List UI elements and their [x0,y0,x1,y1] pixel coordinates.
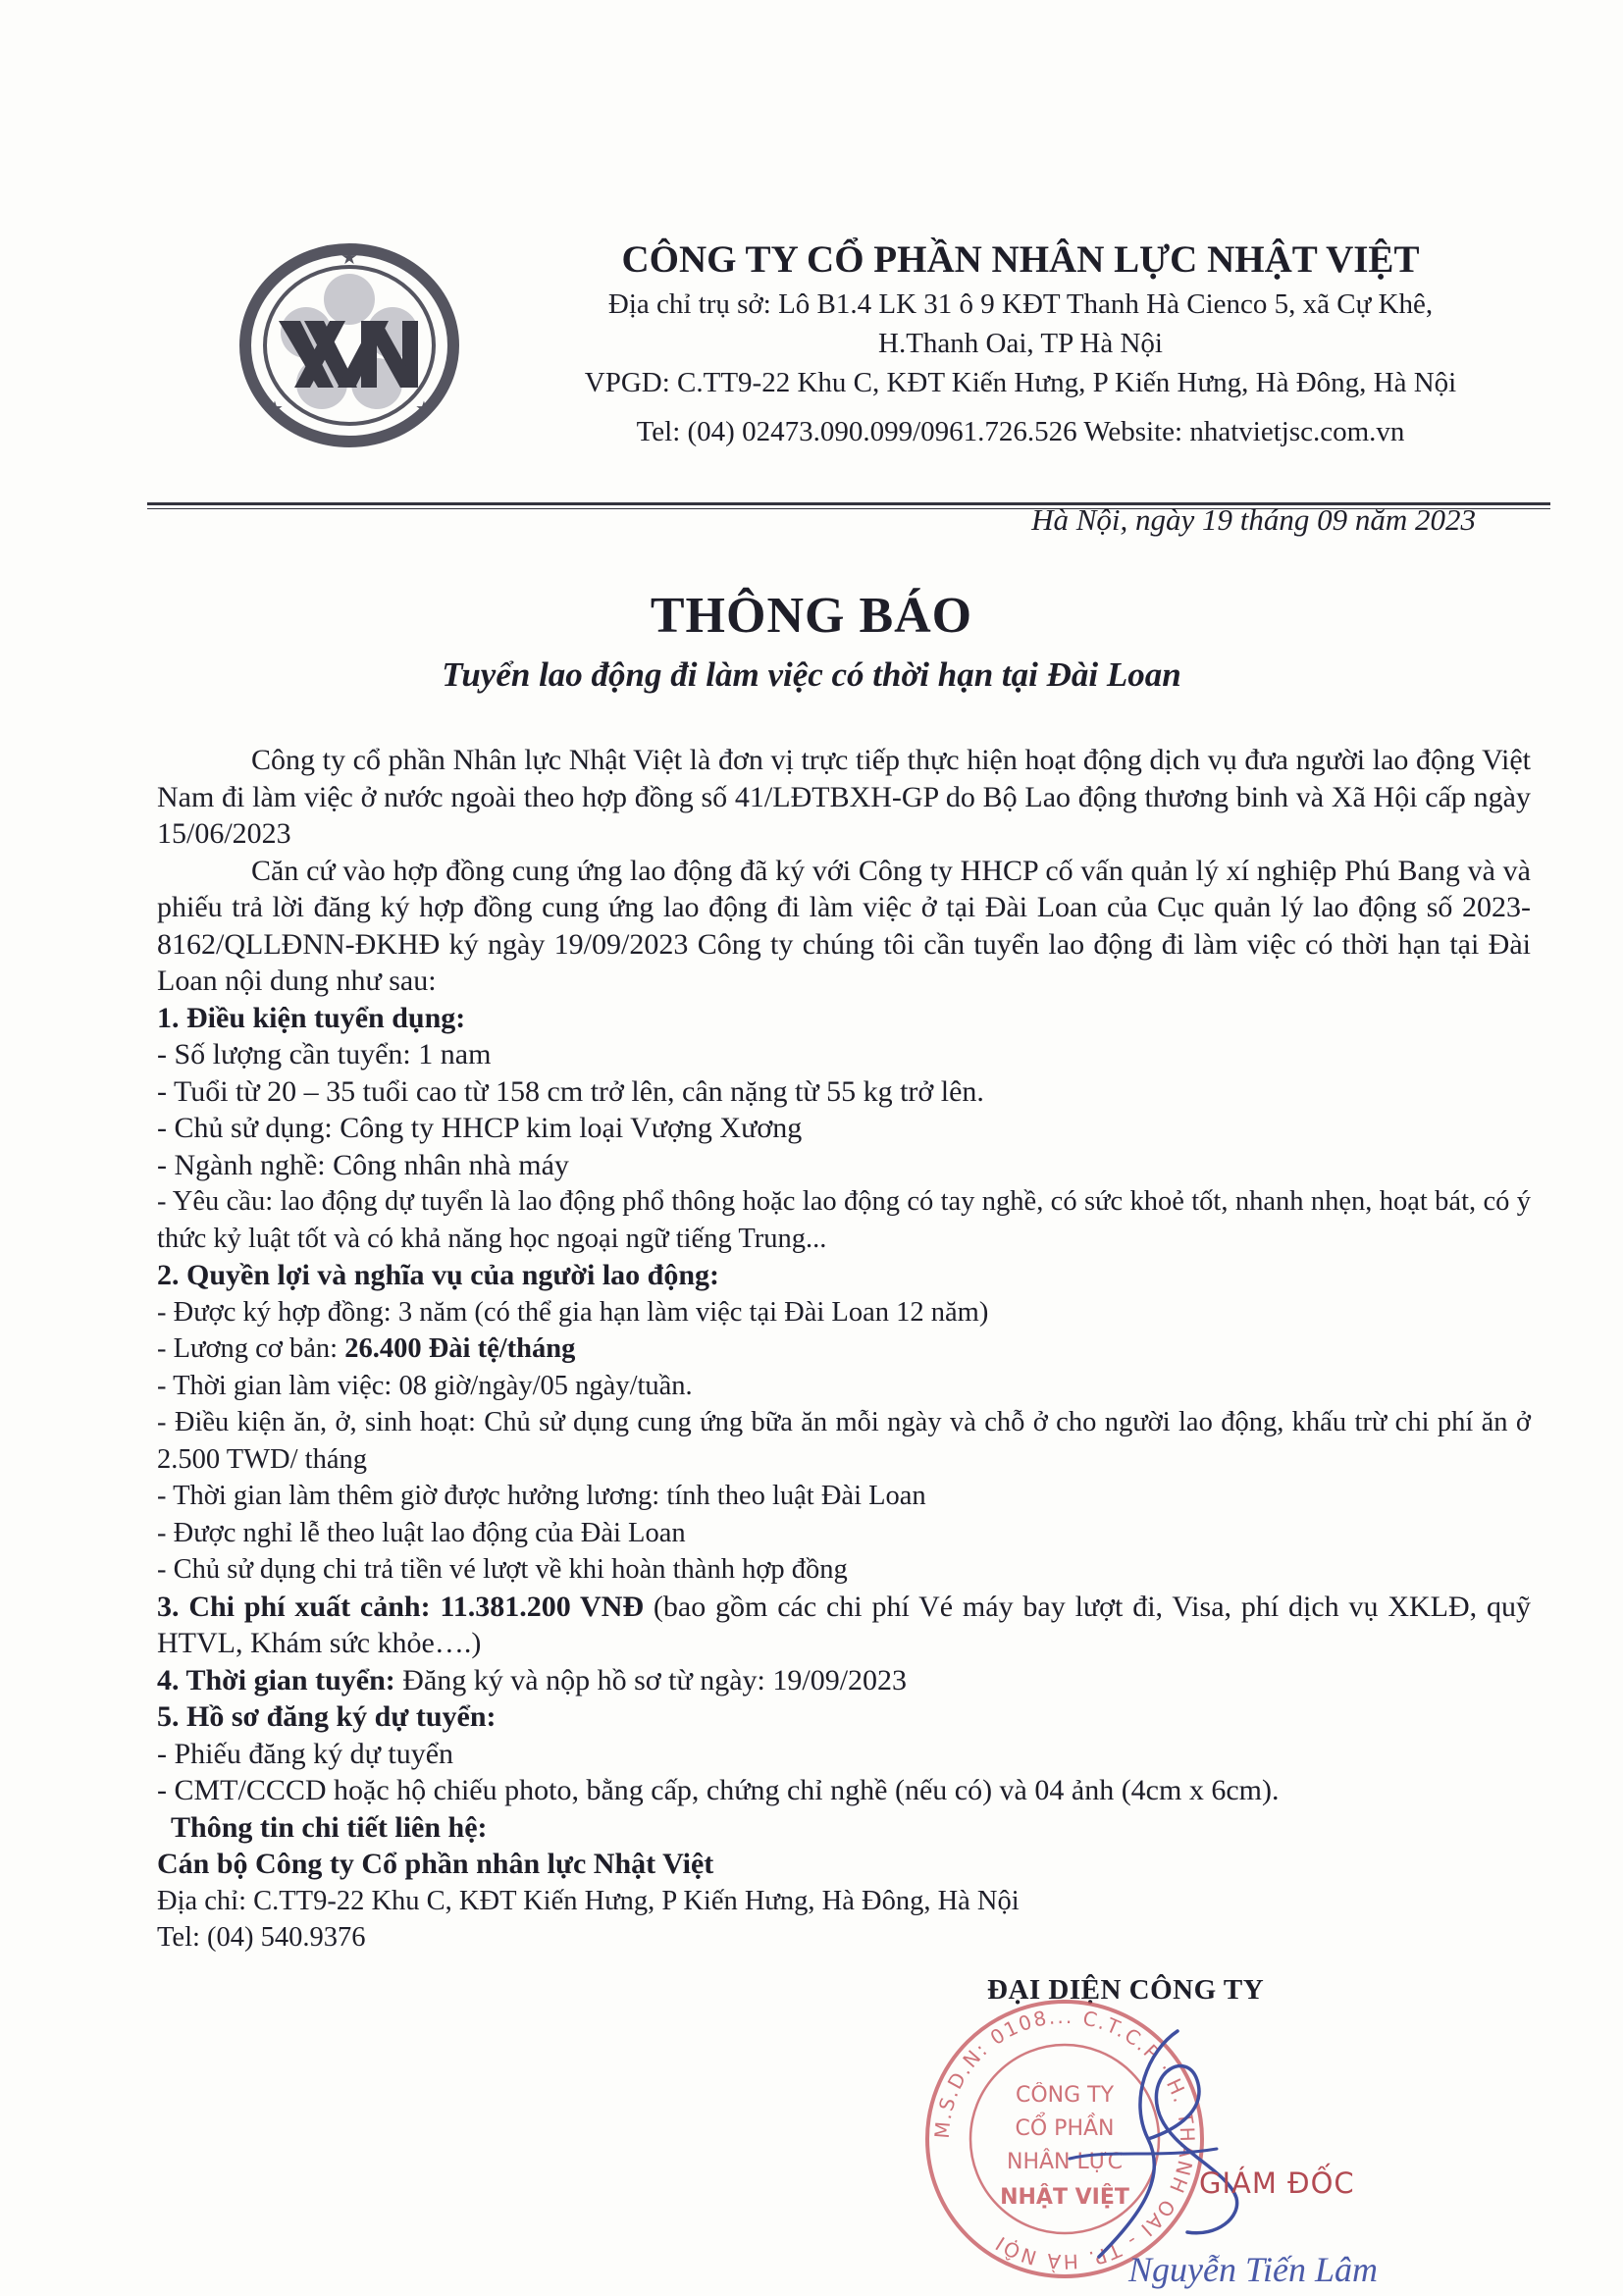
section-3-detail: (bao gồm các chi phí Vé máy bay lượt đi, Visa, phí dịch vụ XKLĐ, quỹ HTVL, Khám sức khỏe….) [157,1590,1531,1659]
document-subtitle: Tuyển lao động đi làm việc có thời hạn tại Đài Loan [442,655,1181,694]
list-item: - Thời gian làm thêm giờ được hưởng lương: tính theo luật Đài Loan [157,1481,926,1511]
company-name: CÔNG TY CỔ PHẦN NHÂN LỰC NHẬT VIỆT [621,238,1420,281]
list-item: - Chủ sử dụng: Công ty HHCP kim loại Vượng Xương [157,1112,803,1144]
list-item: - Phiếu đăng ký dự tuyển [157,1737,454,1770]
office-address: VPGD: C.TT9-22 Khu C, KĐT Kiến Hưng, P Kiến Hưng, Hà Đông, Hà Nội [584,367,1457,398]
svg-text:★: ★ [266,396,284,420]
signer-name: Nguyễn Tiến Lâm [1128,2250,1379,2289]
intro-paragraph-1: Công ty cổ phần Nhân lực Nhật Việt là đơn vị trực tiếp thực hiện hoạt động dịch vụ đưa người lao động Việt Nam đi làm việc ở nước ngoài theo hợp đồng số 41/LĐTBXH-GP do Bộ Lao động thương binh và Xã Hội cấp ngày 15/06/2023 [157,744,1531,850]
address-line-2: H.Thanh Oai, TP Hà Nội [878,328,1163,359]
address-line-1: Địa chỉ trụ sở: Lô B1.4 LK 31 ô 9 KĐT Thanh Hà Cienco 5, xã Cự Khê, [607,288,1434,320]
contact-officer: Cán bộ Công ty Cổ phần nhân lực Nhật Việt [157,1848,714,1880]
document-title: THÔNG BÁO [650,588,973,644]
contact-tel: Tel: (04) 540.9376 [157,1922,366,1953]
contact-line: Tel: (04) 02473.090.099/0961.726.526 Website: nhatvietjsc.com.vn [636,416,1405,447]
signer-position: GIÁM ĐỐC [1199,2166,1355,2200]
company-logo [236,238,463,452]
list-item: - CMT/CCCD hoặc hộ chiếu photo, bằng cấp, chứng chỉ nghề (nếu có) và 04 ảnh (4cm x 6cm). [157,1774,1280,1806]
list-item: - Ngành nghề: Công nhân nhà máy [157,1148,569,1181]
letterhead [510,235,1531,451]
salary-value: 26.400 Đài tệ/tháng [344,1333,576,1364]
salary-line [157,1331,1531,1368]
intro-paragraph-2: Căn cứ vào hợp đồng cung ứng lao động đã ký với Công ty HHCP cố vấn quản lý xí nghiệp Phú Bang và và phiếu trả lời đăng ký hợp đồng cung ứng lao động đi làm việc ở tại Đài Loan của Cục quản lý lao động số 2023-8162/QLLĐNN-ĐKHĐ ký ngày 19/09/2023 Công ty chúng tôi cần tuyển lao động đi làm việc có thời hạn tại Đài Loan nội dung như sau: [157,854,1531,997]
section-3 [157,1589,1531,1662]
handwritten-signature [1030,2011,1256,2267]
list-item: - Số lượng cần tuyển: 1 nam [157,1038,492,1070]
seal-line: CỔ PHẦN [1015,2116,1115,2141]
list-item: - Chủ sử dụng chi trả tiền vé lượt về khi hoàn thành hợp đồng [157,1554,848,1585]
section-3-heading: 3. Chi phí xuất cảnh: 11.381.200 VNĐ [157,1590,645,1623]
list-item: - Được ký hợp đồng: 3 năm (có thể gia hạn làm việc tại Đài Loan 12 năm) [157,1296,989,1328]
contact-address: Địa chỉ: C.TT9-22 Khu C, KĐT Kiến Hưng, P Kiến Hưng, Hà Đông, Hà Nội [157,1885,1020,1916]
seal-line: NHẬT VIỆT [1000,2185,1129,2210]
seal-line: NHÂN LỰC [1007,2150,1123,2174]
salary-label: - Lương cơ bản: [157,1333,345,1364]
signature-block-title: ĐẠI DIỆN CÔNG TY [987,1974,1265,2006]
section-5-heading: 5. Hồ sơ đăng ký dự tuyển: [157,1700,497,1733]
document-body [157,742,1531,1957]
seal-ring-text: M.S.D.N: 0108... C.T.C.P · H. THANH OAI - TP. HÀ NỘI [929,2004,1200,2274]
section-1-heading: 1. Điều kiện tuyển dụng: [157,1001,466,1034]
list-item: - Được nghỉ lễ theo luật lao động của Đài Loan [157,1517,686,1548]
list-item: - Tuổi từ 20 – 35 tuổi cao từ 158 cm trở lên, cân nặng từ 55 kg trở lên. [157,1074,984,1108]
contact-title: Thông tin chi tiết liên hệ: [171,1810,488,1844]
section-4 [157,1662,1531,1699]
section-4-heading: 4. Thời gian tuyển: [157,1663,403,1696]
seal-line: CÔNG TY [1015,2083,1115,2108]
list-item: - Yêu cầu: lao động dự tuyển là lao động phổ thông hoặc lao động có tay nghề, có sức khoẻ tốt, nhanh nhẹn, hoạt bát, có ý thức kỷ luật tốt và có khả năng học ngoại ngữ tiếng Trung... [157,1186,1531,1254]
svg-text:★: ★ [415,396,433,420]
date-line: Hà Nội, ngày 19 tháng 09 năm 2023 [1031,502,1476,537]
section-4-detail: Đăng ký và nộp hồ sơ từ ngày: 19/09/2023 [402,1663,908,1696]
list-item: - Điều kiện ăn, ở, sinh hoạt: Chủ sử dụng cung ứng bữa ăn mỗi ngày và chỗ ở cho người lao động, khấu trừ chi phí ăn ở 2.500 TWD/ tháng [157,1407,1531,1475]
list-item: - Thời gian làm việc: 08 giờ/ngày/05 ngày/tuần. [157,1370,693,1401]
svg-text:★: ★ [340,245,358,269]
section-2-heading: 2. Quyền lợi và nghĩa vụ của người lao động: [157,1259,720,1291]
